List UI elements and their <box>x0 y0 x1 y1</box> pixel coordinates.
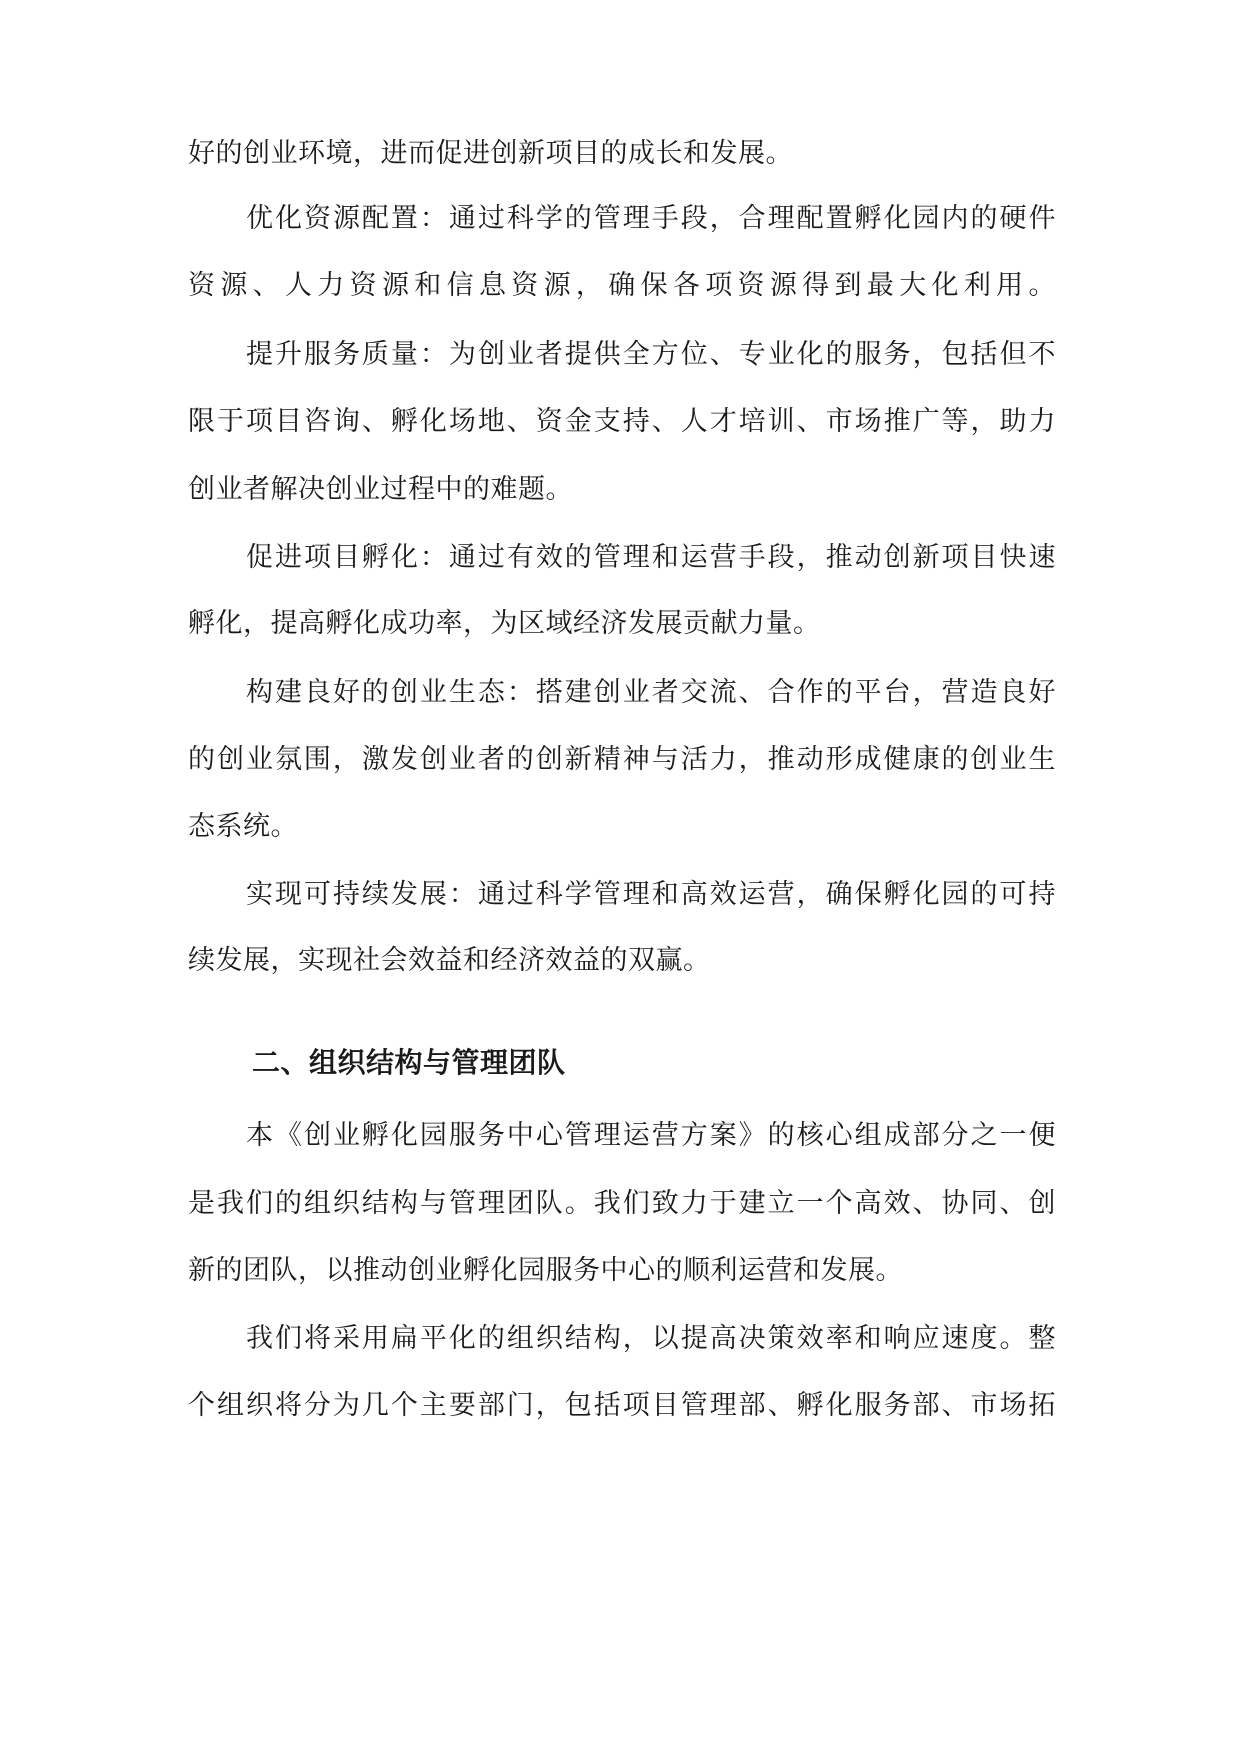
text-line: 个组织将分为几个主要部门，包括项目管理部、孵化服务部、市场拓 <box>188 1390 1056 1421</box>
text-line: 促进项目孵化：通过有效的管理和运营手段，推动创新项目快速 <box>246 542 1056 573</box>
text-line: 新的团队，以推动创业孵化园服务中心的顺利运营和发展。 <box>188 1255 903 1286</box>
text-line: 好的创业环境，进而促进创新项目的成长和发展。 <box>188 138 793 169</box>
text-line: 资源、人力资源和信息资源，确保各项资源得到最大化利用。 <box>188 270 1056 301</box>
text-line: 创业者解决创业过程中的难题。 <box>188 474 573 505</box>
text-line: 提升服务质量：为创业者提供全方位、专业化的服务，包括但不 <box>246 339 1056 370</box>
text-line: 续发展，实现社会效益和经济效益的双赢。 <box>188 945 711 976</box>
text-line: 实现可持续发展：通过科学管理和高效运营，确保孵化园的可持 <box>246 879 1056 910</box>
text-line: 构建良好的创业生态：搭建创业者交流、合作的平台，营造良好 <box>246 677 1056 708</box>
text-line: 限于项目咨询、孵化场地、资金支持、人才培训、市场推广等，助力 <box>188 406 1056 437</box>
text-line: 优化资源配置：通过科学的管理手段，合理配置孵化园内的硬件 <box>246 203 1056 234</box>
text-line: 我们将采用扁平化的组织结构，以提高决策效率和响应速度。整 <box>246 1323 1056 1354</box>
text-line: 态系统。 <box>188 811 298 842</box>
text-line: 是我们的组织结构与管理团队。我们致力于建立一个高效、协同、创 <box>188 1188 1056 1219</box>
text-line: 的创业氛围，激发创业者的创新精神与活力，推动形成健康的创业生 <box>188 744 1056 775</box>
text-line: 本《创业孵化园服务中心管理运营方案》的核心组成部分之一便 <box>246 1120 1056 1151</box>
section-heading: 二、组织结构与管理团队 <box>252 1046 566 1079</box>
text-line: 孵化，提高孵化成功率，为区域经济发展贡献力量。 <box>188 608 821 639</box>
